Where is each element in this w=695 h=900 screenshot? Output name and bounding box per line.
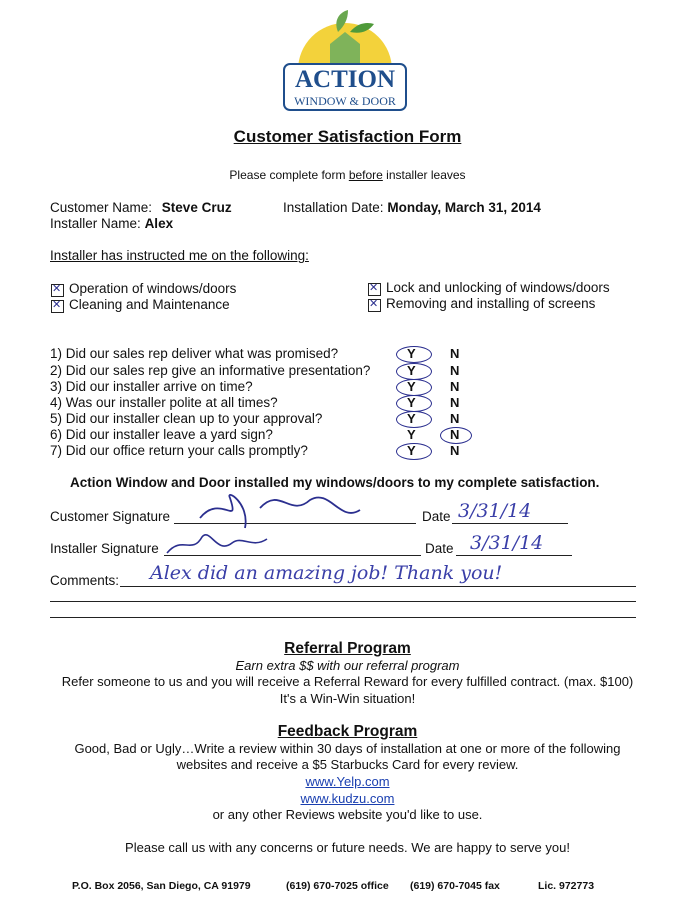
installer-date-value: 3/31/14 — [470, 532, 544, 554]
installer-signature-mark — [162, 525, 272, 560]
footer-license: Lic. 972773 — [538, 880, 595, 892]
question-1-circle — [396, 346, 432, 363]
checklist-label-locking: Lock and unlocking of windows/doors — [386, 280, 610, 295]
question-6-no[interactable]: N — [450, 427, 460, 442]
question-3-no[interactable]: N — [450, 379, 460, 394]
checklist-label-operation: Operation of windows/doors — [69, 281, 237, 296]
question-2-no[interactable]: N — [450, 363, 460, 378]
instruction-pre: Please complete form — [229, 168, 349, 182]
question-6-yes[interactable]: Y — [407, 427, 416, 442]
checkbox-operation[interactable] — [51, 284, 64, 297]
installer-date-line[interactable] — [456, 555, 572, 556]
referral-tagline: Earn extra $$ with our referral program — [235, 658, 460, 673]
customer-name-value: Steve Cruz — [161, 200, 232, 215]
yelp-link[interactable]: www.Yelp.com — [305, 774, 390, 789]
instruction-emph: before — [348, 168, 383, 182]
instruction-post: installer leaves — [382, 168, 466, 182]
question-4-yes[interactable]: Y — [407, 395, 416, 410]
checklist-label-cleaning: Cleaning and Maintenance — [69, 297, 230, 312]
footer-address: P.O. Box 2056, San Diego, CA 91979 — [72, 880, 251, 892]
company-logo — [278, 10, 412, 122]
logo-line2: WINDOW & DOOR — [294, 94, 396, 108]
installation-date-row — [283, 200, 541, 215]
closing-note: Please call us with any concerns or future needs. We are happy to serve you! — [125, 840, 570, 855]
installation-date-label: Installation Date: — [283, 200, 384, 215]
checkbox-cleaning[interactable] — [51, 300, 64, 313]
question-7: 7) Did our office return your calls promptly? — [50, 443, 308, 458]
feedback-heading: Feedback Program — [277, 723, 418, 740]
comments-line-3[interactable] — [50, 617, 636, 618]
checklist-label-screens: Removing and installing of screens — [386, 296, 596, 311]
question-3: 3) Did our installer arrive on time? — [50, 379, 253, 394]
question-2-yes[interactable]: Y — [407, 363, 416, 378]
installer-name-row — [50, 216, 173, 231]
question-7-circle — [396, 443, 432, 460]
installer-name-label: Installer Name: — [50, 216, 141, 231]
checkbox-locking[interactable] — [368, 283, 381, 296]
question-7-no[interactable]: N — [450, 443, 460, 458]
question-5-circle — [396, 411, 432, 428]
question-6: 6) Did our installer leave a yard sign? — [50, 427, 273, 442]
kudzu-link[interactable]: www.kudzu.com — [300, 791, 395, 806]
footer-office-phone: (619) 670-7025 office — [286, 880, 389, 892]
form-title: Customer Satisfaction Form — [233, 127, 462, 146]
question-4-circle — [396, 395, 432, 412]
question-1: 1) Did our sales rep deliver what was promised? — [50, 346, 339, 361]
installer-name-value: Alex — [144, 216, 174, 231]
feedback-body-2: websites and receive a $5 Starbucks Card for every review. — [176, 757, 519, 772]
question-2: 2) Did our sales rep give an informative presentation? — [50, 363, 371, 378]
customer-date-value: 3/31/14 — [458, 500, 532, 522]
feedback-other: or any other Reviews website you'd like to use. — [212, 807, 483, 822]
referral-body: Refer someone to us and you will receive a Referral Reward for every fulfilled contract. (max. $100) — [61, 674, 634, 689]
customer-date-label: Date — [422, 509, 451, 524]
question-4-no[interactable]: N — [450, 395, 460, 410]
customer-signature-label: Customer Signature — [50, 509, 171, 524]
comments-line-2[interactable] — [50, 601, 636, 602]
question-2-circle — [396, 363, 432, 380]
question-3-circle — [396, 379, 432, 396]
comments-value[interactable]: Alex did an amazing job! Thank you! — [150, 562, 503, 584]
question-1-no[interactable]: N — [450, 346, 460, 361]
question-5-no[interactable]: N — [450, 411, 460, 426]
satisfaction-statement: Action Window and Door installed my windows/doors to my complete satisfaction. — [70, 475, 600, 490]
customer-name-row — [50, 200, 232, 215]
comments-line-1[interactable] — [120, 586, 636, 587]
question-7-yes[interactable]: Y — [407, 443, 416, 458]
checkbox-screens[interactable] — [368, 299, 381, 312]
feedback-body-1: Good, Bad or Ugly…Write a review within 30 days of installation at one or more of the following — [74, 741, 621, 756]
instructed-heading: Installer has instructed me on the following: — [50, 248, 309, 263]
question-1-yes[interactable]: Y — [407, 346, 416, 361]
question-5-yes[interactable]: Y — [407, 411, 416, 426]
question-3-yes[interactable]: Y — [407, 379, 416, 394]
customer-date-line[interactable] — [452, 523, 568, 524]
question-5: 5) Did our installer clean up to your approval? — [50, 411, 323, 426]
question-4: 4) Was our installer polite at all times? — [50, 395, 278, 410]
question-6-circle — [440, 427, 472, 444]
comments-label: Comments: — [50, 573, 120, 588]
footer-fax: (619) 670-7045 fax — [410, 880, 500, 892]
referral-closing: It's a Win-Win situation! — [279, 691, 416, 706]
customer-name-label: Customer Name: — [50, 200, 153, 215]
installation-date-value: Monday, March 31, 2014 — [387, 200, 541, 215]
referral-heading: Referral Program — [284, 640, 411, 657]
installer-signature-label: Installer Signature — [50, 541, 159, 556]
logo-line1: ACTION — [294, 66, 395, 93]
installer-date-label: Date — [425, 541, 454, 556]
form-instruction — [0, 168, 695, 182]
